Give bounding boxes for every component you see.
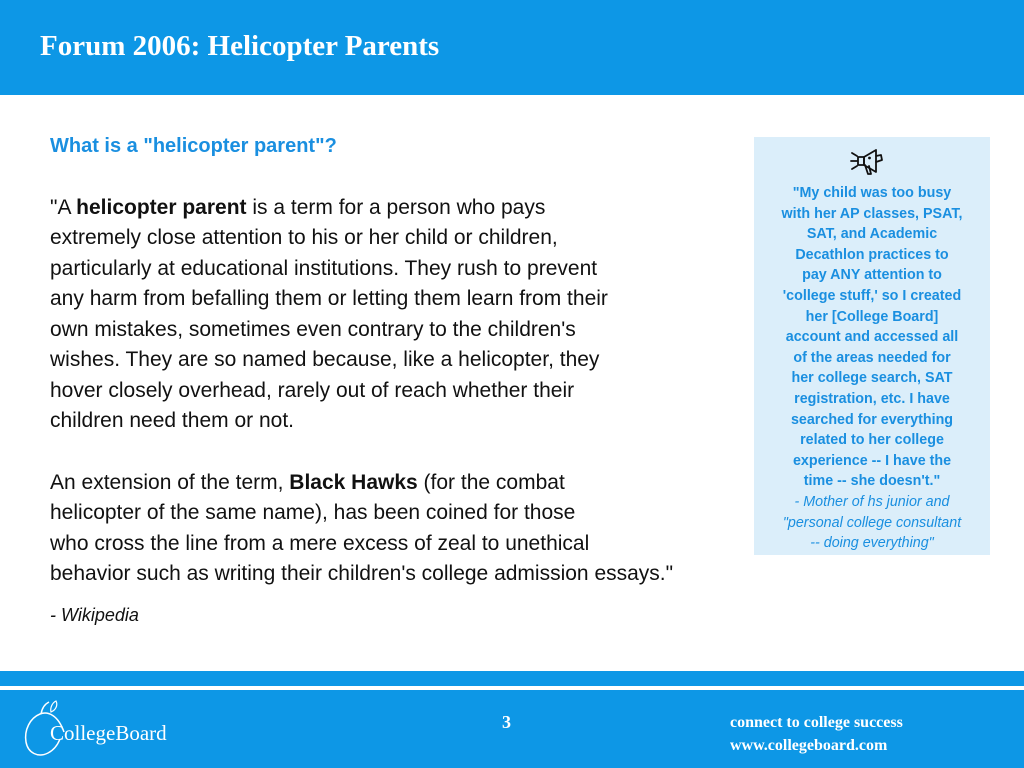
header-bar: [0, 0, 1024, 95]
text-span: (for the combat: [417, 470, 565, 494]
quote-line: time -- she doesn't.": [803, 473, 941, 490]
parent-quote: [762, 183, 982, 554]
quote-line: registration, etc. I have: [794, 390, 950, 407]
logo-text: CollegeBoard: [50, 721, 167, 745]
text-line: [50, 193, 820, 224]
question-heading: What is a "helicopter parent"?: [50, 135, 337, 157]
page-number: 3: [502, 712, 511, 732]
text-span: "A: [50, 195, 77, 219]
text-line: wishes. They are so named because, like a helicopter, they: [50, 348, 600, 371]
megaphone-icon: [850, 147, 890, 177]
source-citation: - Wikipedia: [50, 604, 139, 625]
text-line: children need them or not.: [50, 409, 294, 432]
quote-line: Decathlon practices to: [795, 246, 949, 263]
text-line: hover closely overhead, rarely out of reach whether their: [50, 378, 575, 402]
main-content: [50, 131, 820, 630]
quote-line: account and accessed all: [785, 329, 959, 346]
text-line: particularly at educational institutions. They rush to prevent: [50, 256, 598, 280]
text-line: who cross the line from a mere excess of zeal to unethical: [50, 531, 590, 555]
quote-line: of the areas needed for: [793, 349, 951, 366]
quote-line: searched for everything: [790, 411, 954, 428]
footer-rule: [0, 671, 1024, 686]
attribution-line: -- doing everything": [810, 535, 934, 552]
text-span: is a term for a person who pays: [246, 195, 546, 219]
text-span: An extension of the term,: [50, 470, 290, 494]
quote-line: with her AP classes, PSAT,: [781, 205, 963, 222]
text-line: any harm from befalling them or letting them learn from their: [50, 287, 608, 310]
extension-paragraph: [50, 468, 820, 590]
website-url: www.collegeboard.com: [730, 737, 888, 754]
footer-bar: [0, 690, 1024, 768]
quote-line: her college search, SAT: [791, 370, 953, 387]
slide-title: Forum 2006: Helicopter Parents: [40, 30, 440, 62]
term-black-hawks: Black Hawks: [289, 470, 418, 494]
attribution-line: - Mother of hs junior and: [794, 493, 950, 510]
paragraph-spacer: [50, 437, 820, 468]
attribution-line: "personal college consultant: [782, 514, 962, 531]
collegeboard-logo: [18, 698, 208, 760]
quote-attribution: [762, 492, 982, 554]
footer-tagline: [730, 711, 903, 757]
tagline-text: connect to college success: [730, 714, 903, 731]
quote-line: 'college stuff,' so I created: [782, 287, 962, 304]
quote-line: SAT, and Academic: [806, 226, 938, 243]
quote-line: experience -- I have the: [792, 452, 952, 469]
quote-sidebar: [754, 137, 990, 555]
text-line: helicopter of the same name), has been coined for those: [50, 501, 576, 524]
term-helicopter-parent: helicopter parent: [76, 195, 247, 219]
quote-line: her [College Board]: [805, 308, 939, 325]
quote-text: [762, 183, 982, 492]
text-line: behavior such as writing their children's college admission essays.": [50, 562, 674, 585]
text-line: [50, 468, 820, 499]
quote-line: pay ANY attention to: [802, 267, 942, 284]
text-line: extremely close attention to his or her child or children,: [50, 226, 558, 249]
definition-paragraph: [50, 193, 820, 437]
quote-line: "My child was too busy: [792, 185, 952, 201]
text-line: own mistakes, sometimes even contrary to the children's: [50, 317, 576, 341]
quote-line: related to her college: [800, 432, 944, 449]
